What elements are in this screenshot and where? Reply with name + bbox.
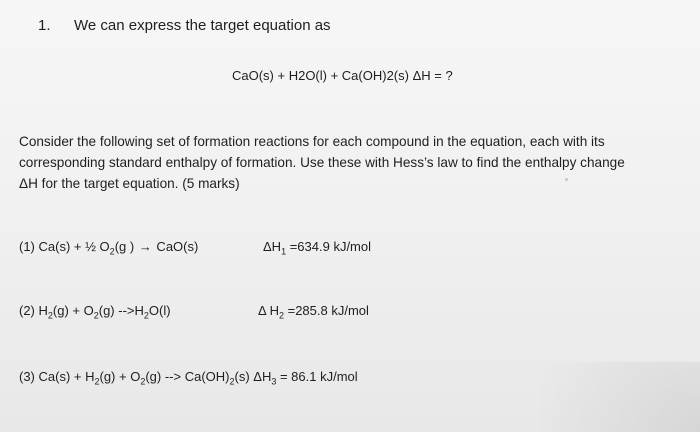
reaction-2-text-part: (2) H bbox=[19, 303, 48, 318]
reaction-3-subscript: 2 bbox=[94, 376, 100, 387]
instruction-line-2: corresponding standard enthalpy of formation. Use these with Hess’s law to find the enthalpy change bbox=[19, 155, 625, 170]
reaction-3-text-part: (g) --> Ca(OH) bbox=[145, 369, 230, 384]
question-number: 1. bbox=[38, 17, 51, 34]
instruction-line-3: ΔH for the target equation. (5 marks) bbox=[19, 176, 240, 191]
reaction-2-subscript: 2 bbox=[93, 310, 99, 321]
enthalpy-2 bbox=[258, 303, 369, 321]
instruction-line-1: Consider the following set of formation reactions for each compound in the equation, each with its bbox=[19, 134, 605, 149]
reaction-2-text-part: (g) -->H bbox=[98, 303, 144, 318]
reaction-3-text-part: = 86.1 kJ/mol bbox=[276, 369, 358, 384]
enthalpy-2-subscript: 2 bbox=[278, 310, 284, 321]
reaction-3-text-part: (s) ΔH bbox=[234, 369, 272, 384]
reaction-2 bbox=[19, 303, 171, 321]
reaction-3-subscript: 2 bbox=[140, 376, 146, 387]
reaction-1-text-part: CaO(s) bbox=[152, 239, 199, 254]
instructions-block bbox=[19, 131, 679, 194]
reaction-2-subscript: 2 bbox=[47, 310, 53, 321]
reaction-2-text-part: (g) + O bbox=[52, 303, 94, 318]
enthalpy-2-symbol: Δ H bbox=[258, 303, 279, 318]
reaction-3-subscript: 2 bbox=[229, 376, 235, 387]
enthalpy-1 bbox=[263, 239, 371, 257]
enthalpy-1-symbol: ΔH bbox=[263, 239, 282, 254]
reaction-3-text-part: (3) Ca(s) + H bbox=[19, 369, 95, 384]
reaction-2-text-part: O(l) bbox=[148, 303, 171, 318]
reaction-1-text-part: (g ) bbox=[114, 239, 138, 254]
reaction-1 bbox=[19, 239, 199, 257]
reaction-1-subscript: 2 bbox=[109, 246, 115, 257]
enthalpy-1-value: =634.9 kJ/mol bbox=[286, 239, 371, 254]
reaction-3-text-part: (g) + O bbox=[99, 369, 141, 384]
reaction-2-subscript: 2 bbox=[143, 310, 149, 321]
reaction-3-subscript: 3 bbox=[271, 376, 277, 387]
question-heading: We can express the target equation as bbox=[74, 17, 331, 34]
right-arrow-icon: → bbox=[138, 239, 152, 254]
reaction-3 bbox=[19, 369, 358, 387]
photo-shadow bbox=[540, 362, 700, 432]
paper-speck bbox=[565, 178, 568, 181]
reaction-1-text-part: (1) Ca(s) + ½ O bbox=[19, 239, 110, 254]
enthalpy-1-subscript: 1 bbox=[281, 246, 287, 257]
enthalpy-2-value: =285.8 kJ/mol bbox=[283, 303, 369, 318]
target-equation: CaO(s) + H2O(l) + Ca(OH)2(s) ΔH = ? bbox=[232, 68, 453, 83]
